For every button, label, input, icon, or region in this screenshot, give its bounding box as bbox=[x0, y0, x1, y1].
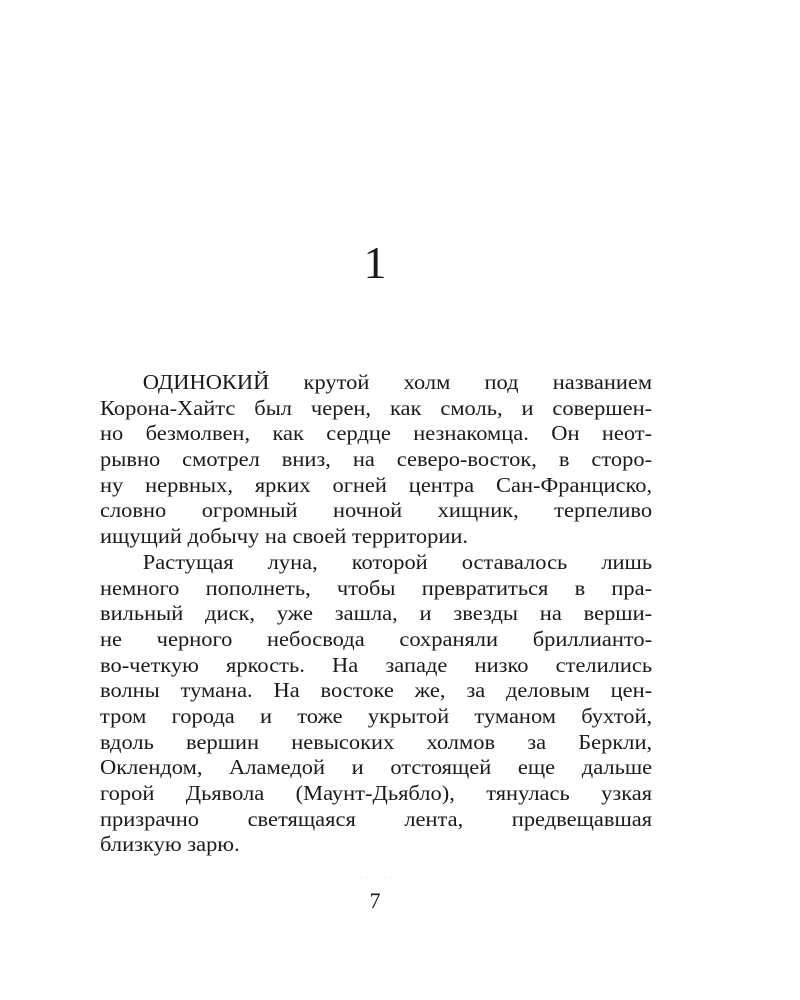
paragraph-2-line: вдоль вершин невысоких холмов за Беркли, bbox=[100, 729, 653, 754]
paragraph-2-line: тром города и тоже укрытой туманом бухтой, bbox=[100, 703, 653, 728]
chapter-number: 1 bbox=[363, 237, 387, 288]
paragraph-2-line: близкую зарю. bbox=[100, 832, 240, 857]
paragraph-2-line: немного пополнеть, чтобы превратиться в пра- bbox=[100, 575, 653, 600]
paragraph-2-line: вильный диск, уже зашла, и звезды на верши- bbox=[100, 601, 653, 626]
paragraph-2-line: призрачно светящаяся лента, предвещавшая bbox=[100, 806, 653, 831]
paragraph-1-line: Корона-Хайтс был черен, как смоль, и совершен- bbox=[100, 395, 653, 420]
paragraph-2-line: во-четкую яркость. На западе низко стелились bbox=[100, 652, 653, 677]
page-number: 7 bbox=[369, 888, 381, 913]
paragraph-1-line: рывно смотрел вниз, на северо-восток, в сторо- bbox=[100, 447, 653, 472]
paragraph-2-line: волны тумана. На востоке же, за деловым цен- bbox=[100, 678, 653, 703]
paragraph-1-line: ищущий добычу на своей территории. bbox=[100, 524, 469, 549]
paragraph-2-line: Растущая луна, которой оставалось лишь bbox=[142, 549, 653, 574]
paragraph-2-line: Оклендом, Аламедой и отстоящей еще дальше bbox=[100, 755, 653, 780]
paragraph-2-line: не черного небосвода сохраняли бриллианто- bbox=[100, 626, 653, 651]
body-text bbox=[100, 370, 652, 858]
paragraph-2-line: горой Дьявола (Маунт-Дьябло), тянулась узкая bbox=[100, 781, 653, 805]
paragraph-1-line: ну нервных, ярких огней центра Сан-Франциско, bbox=[100, 472, 653, 497]
paragraph-1-line: ОДИНОКИЙ крутой холм под названием bbox=[142, 370, 653, 394]
paragraph-1-line: но безмолвен, как сердце незнакомца. Он неот- bbox=[100, 421, 653, 446]
decorative-dots: . . . . . . . . . . . . bbox=[342, 871, 411, 880]
paragraph-1-line: словно огромный ночной хищник, терпеливо bbox=[100, 498, 653, 523]
